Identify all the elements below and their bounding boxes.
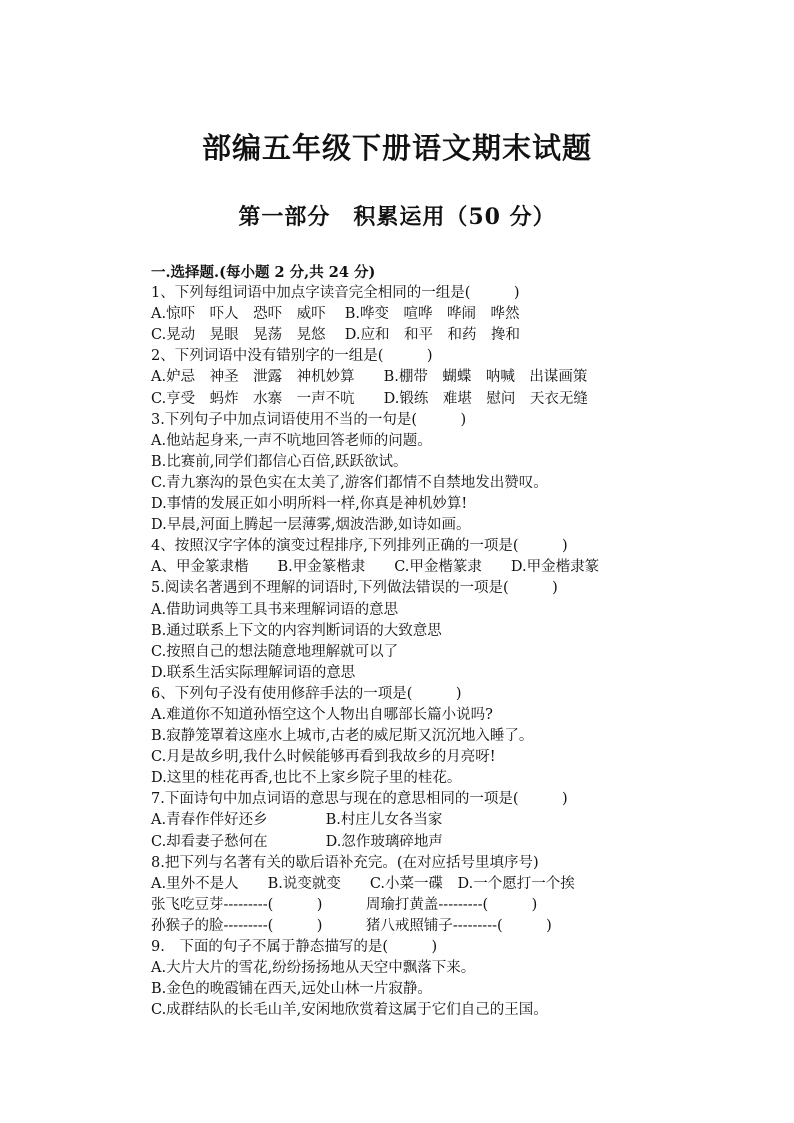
question-line: D.联系生活实际理解词语的意思: [151, 664, 356, 681]
question-line: A、甲金篆隶楷 B.甲金篆楷隶 C.甲金楷篆隶 D.甲金楷隶篆: [151, 559, 600, 576]
question-lines: [151, 283, 751, 1021]
question-line: 7.下面诗句中加点词语的意思与现在的意思相同的一项是( ): [151, 791, 568, 808]
question-line: 张飞吃豆芽---------( ) 周瑜打黄盖---------( ): [151, 896, 538, 913]
question-line: C.却看妻子愁何在 D.忽作玻璃碎地声: [151, 833, 443, 850]
question-line: D.早晨,河面上腾起一层薄雾,烟波浩渺,如诗如画。: [151, 517, 471, 534]
question-line: 9. 下面的句子不属于静态描写的是( ): [151, 939, 438, 955]
part-heading: 第一部分 积累运用（50 分）: [238, 204, 556, 230]
question-body: [151, 262, 751, 1021]
section-heading: 一.选择题.(每小题 2 分,共 24 分): [151, 264, 376, 281]
question-line: B.寂静笼罩着这座水上城市,古老的威尼斯又沉沉地入睡了。: [151, 728, 534, 745]
question-line: C.按照自己的想法随意地理解就可以了: [151, 643, 399, 660]
question-line: C.晃动 晃眼 晃荡 晃悠 D.应和 和平 和药 搀和: [151, 327, 521, 344]
question-line: A.大片大片的雪花,纷纷扬扬地从天空中飘落下来。: [151, 960, 476, 977]
question-line: B.比赛前,同学们都信心百倍,跃跃欲试。: [151, 453, 408, 470]
question-line: 6、下列句子没有使用修辞手法的一项是( ): [151, 685, 462, 702]
question-line: A.他站起身来,一声不吭地回答老师的问题。: [151, 432, 432, 449]
question-line: 2、下列词语中没有错别字的一组是( ): [151, 348, 433, 365]
question-line: 4、按照汉字字体的演变过程排序,下列排列正确的一项是( ): [151, 538, 568, 555]
question-line: 1、下列每组词语中加点字读音完全相同的一组是( ): [151, 285, 520, 302]
question-line: A.惊吓 吓人 恐吓 威吓 B.哗变 喧哗 哗闹 哗然: [151, 306, 520, 323]
question-line: 5.阅读名著遇到不理解的词语时,下列做法错误的一项是( ): [151, 580, 558, 597]
page-title: 部编五年级下册语文期末试题: [201, 131, 592, 165]
question-line: C.成群结队的长毛山羊,安闲地欣赏着这属于它们自己的王国。: [151, 1002, 548, 1019]
question-line: C.月是故乡明,我什么时候能够再看到我故乡的月亮呀!: [151, 749, 496, 766]
question-line: A.借助词典等工具书来理解词语的意思: [151, 601, 399, 618]
question-line: D.这里的桂花再香,也比不上家乡院子里的桂花。: [151, 770, 462, 787]
question-line: C.青九寨沟的景色实在太美了,游客们都情不自禁地发出赞叹。: [151, 474, 548, 491]
question-line: A.难道你不知道孙悟空这个人物出自哪部长篇小说吗?: [151, 706, 493, 723]
question-line: D.事情的发展正如小明所料一样,你真是神机妙算!: [151, 496, 468, 513]
question-line: A.妒忌 神圣 泄露 神机妙算 B.棚带 蝴蝶 呐喊 出谋画策: [151, 369, 588, 386]
question-line: C.亨受 蚂炸 水寨 一声不吭 D.锻练 难堪 慰问 天衣无缝: [151, 390, 588, 407]
question-line: 孙猴子的脸---------( ) 猪八戒照铺子---------( ): [151, 917, 552, 934]
question-line: A.里外不是人 B.说变就变 C.小菜一碟 D.一个愿打一个挨: [151, 875, 575, 892]
question-line: B.金色的晚霞铺在西天,远处山林一片寂静。: [151, 981, 432, 998]
question-line: 3.下列句子中加点词语使用不当的一句是( ): [151, 411, 467, 428]
question-line: B.通过联系上下文的内容判断词语的大致意思: [151, 622, 442, 639]
question-line: 8.把下列与名著有关的歇后语补充完。(在对应括号里填序号): [151, 854, 539, 871]
question-line: A.青春作伴好还乡 B.村庄儿女各当家: [151, 812, 443, 829]
